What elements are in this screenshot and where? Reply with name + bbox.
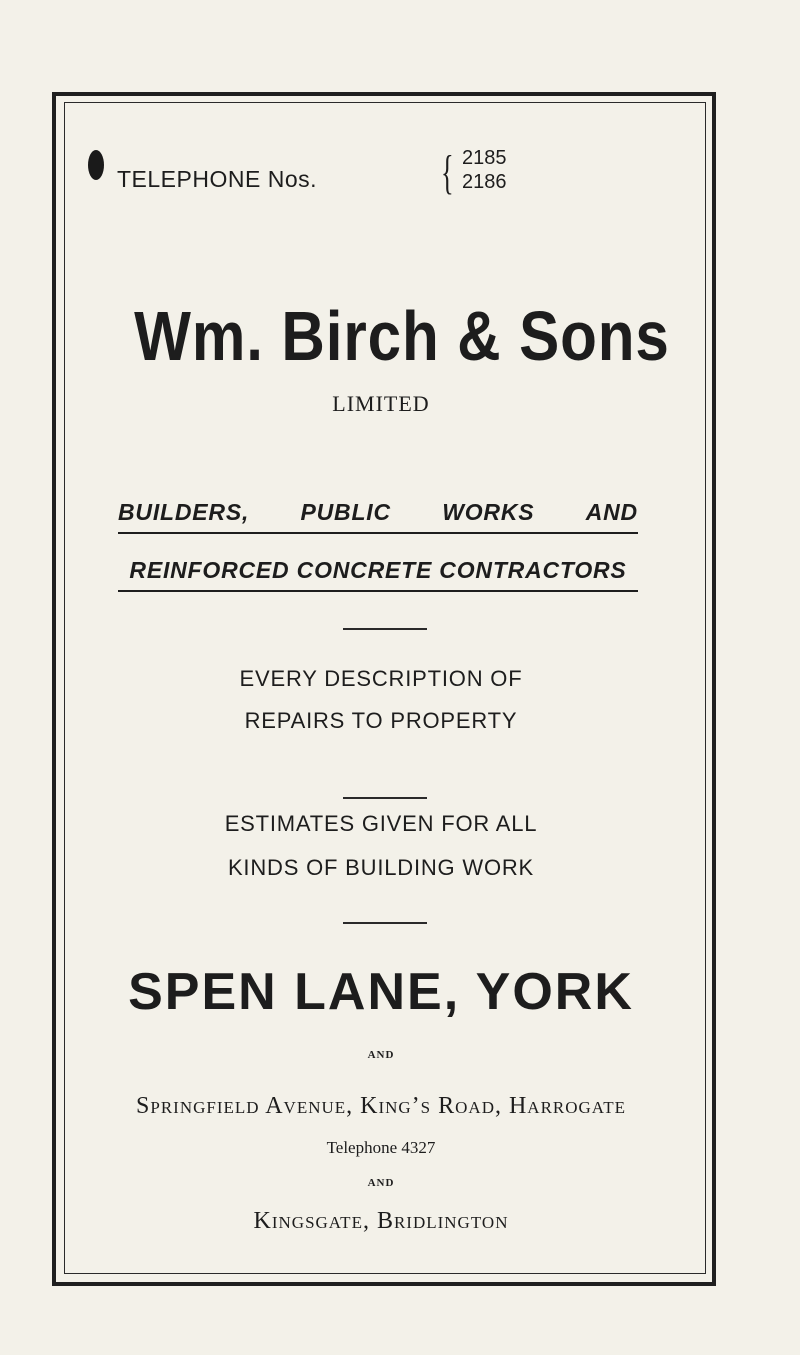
harrogate-address: Springfield Avenue, King’s Road, Harrogate <box>136 1093 626 1119</box>
main-address: SPEN LANE, YORK <box>128 963 634 1021</box>
trade-word: WORKS <box>442 499 535 525</box>
repairs-line-1: EVERY DESCRIPTION OF <box>239 666 523 691</box>
trade-word: BUILDERS, <box>118 499 250 525</box>
telephone-brace: { <box>441 146 454 199</box>
estimates-line-1: ESTIMATES GIVEN FOR ALL <box>224 811 538 836</box>
company-suffix: LIMITED <box>332 391 430 416</box>
telephone-label: TELEPHONE Nos. <box>117 166 317 192</box>
divider <box>343 797 427 799</box>
telephone-number-1: 2185 <box>462 147 507 169</box>
trades-underline-2 <box>118 590 638 592</box>
and-label: AND <box>367 1177 395 1189</box>
bridlington-address: Kingsgate, Bridlington <box>253 1208 509 1234</box>
trades-line-2: REINFORCED CONCRETE CONTRACTORS <box>129 557 627 583</box>
estimates-line-2: KINDS OF BUILDING WORK <box>227 855 535 880</box>
divider <box>343 628 427 630</box>
ink-blot-icon <box>88 150 104 180</box>
trade-word: PUBLIC <box>300 499 391 525</box>
trades-underline-1 <box>118 532 638 534</box>
trade-word: AND <box>585 499 638 525</box>
repairs-line-2: REPAIRS TO PROPERTY <box>244 708 518 733</box>
harrogate-telephone: Telephone 4327 <box>326 1138 436 1157</box>
telephone-number-2: 2186 <box>462 171 507 193</box>
company-name: Wm. Birch & Sons <box>134 297 670 375</box>
trades-line-1 <box>118 499 638 526</box>
divider <box>343 922 427 924</box>
and-label: AND <box>367 1049 395 1061</box>
